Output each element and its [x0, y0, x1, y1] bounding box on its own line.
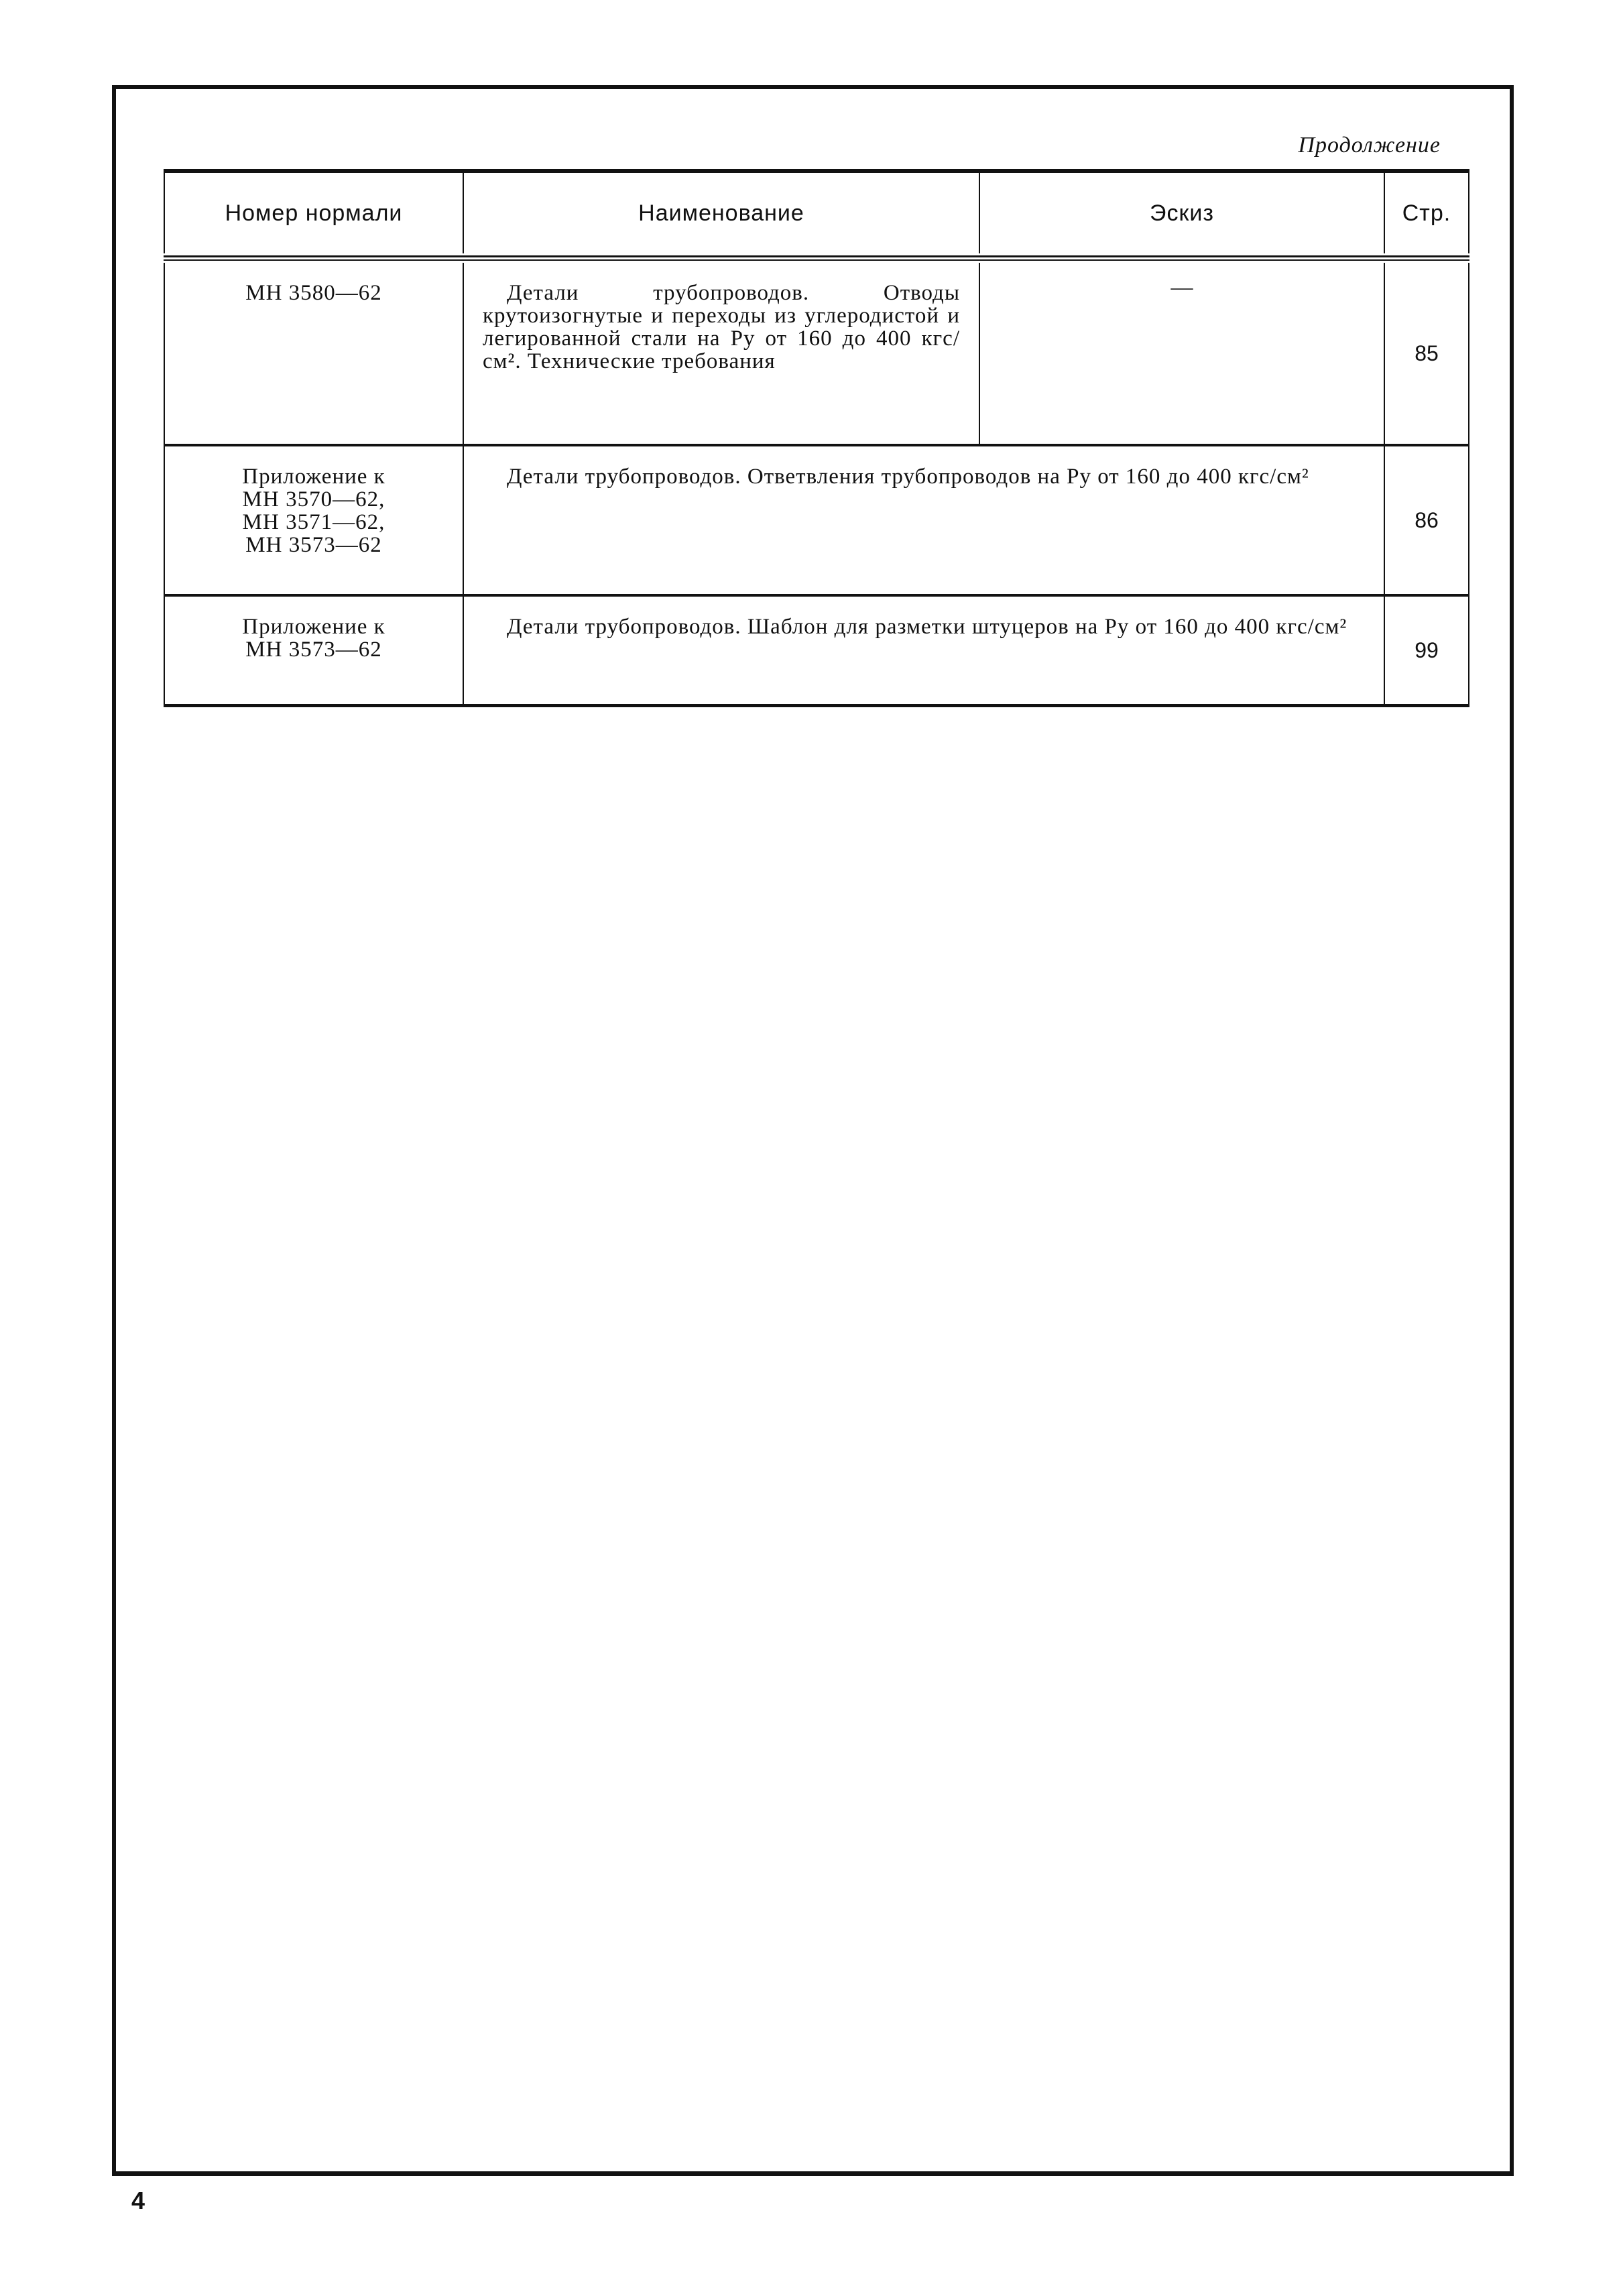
row-number: Приложение к МН 3570—62, МН 3571—62, МН 3573—62	[164, 446, 464, 594]
row-name: Детали трубопроводов. Ответвления трубопроводов на Pу от 160 до 400 кгс/см²	[464, 446, 1385, 594]
norms-table	[164, 169, 1469, 707]
row-number: Приложение к МН 3573—62	[164, 597, 464, 704]
table-row	[164, 263, 1469, 444]
column-header-page: Стр.	[1385, 173, 1469, 253]
header-double-rule	[164, 253, 1469, 263]
table-row	[164, 597, 1469, 704]
continuation-label: Продолжение	[1298, 133, 1441, 158]
column-header-sketch: Эскиз	[980, 173, 1385, 253]
table-bottom-rule	[164, 704, 1469, 707]
row-page: 86	[1385, 446, 1469, 594]
table-header-row	[164, 173, 1469, 253]
page-number: 4	[131, 2187, 145, 2214]
column-header-name: Наименование	[464, 173, 980, 253]
column-header-number: Номер нормали	[164, 173, 464, 253]
row-sketch: —	[980, 263, 1385, 444]
row-number: МН 3580—62	[164, 263, 464, 444]
row-name: Детали трубопроводов. Шаблон для разметки штуцеров на Pу от 160 до 400 кгс/см²	[464, 597, 1385, 704]
row-name: Детали трубопроводов. Отводы крутоизогнутые и переходы из углеродистой и легированной стали на Pу от 160 до 400 кгс/см². Технические требования	[464, 263, 980, 444]
table-row	[164, 446, 1469, 594]
row-page: 85	[1385, 263, 1469, 444]
row-page: 99	[1385, 597, 1469, 704]
